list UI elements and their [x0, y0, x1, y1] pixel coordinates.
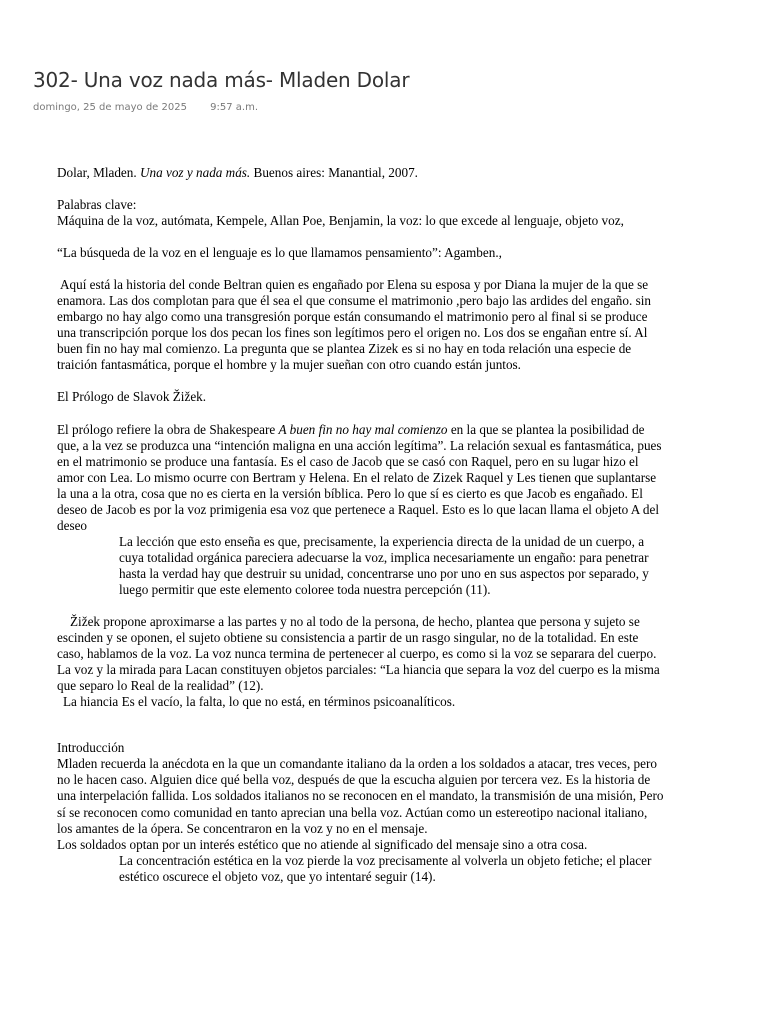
- note-date: domingo, 25 de mayo de 2025: [33, 102, 187, 113]
- lacan-paragraph: La voz y la mirada para Lacan constituyen objetos parciales: “La hiancia que separa la voz del cuerpo es la misma que separo lo Real de la realidad” (12).: [57, 662, 660, 694]
- prologue-text-1: El prólogo refiere la obra de Shakespeare: [57, 421, 279, 437]
- prologue-paragraph: [57, 422, 665, 534]
- keywords-label: Palabras clave:: [57, 197, 137, 213]
- note-metadata: [33, 102, 258, 113]
- beltran-paragraph: Aquí está la historia del conde Beltran quien es engañado por Elena su esposa y por Diana la mujer de la que se enamora. Las dos complotan para que él sea el que consume el matrimonio ,pero bajo las ardides del engaño. sin embargo no hay algo como una transgresión porque están consumando el matrimonio pero al final si se produce una transcripción porque los dos pecan los fines son legítimos pero el origen no. Los dos se engañan entre sí. Al buen fin no hay mal comienzo. La pregunta que se plantea Zizek es si no hay en toda relación una especie de traición fantasmática, porque el hombre y la mujer sueñan con otro cuando están juntos.: [57, 277, 651, 373]
- page-title: 302- Una voz nada más- Mladen Dolar: [33, 68, 410, 92]
- intro-paragraph: Mladen recuerda la anécdota en la que un comandante italiano da la orden a los soldados a atacar, tres veces, pero no le hacen caso. Alguien dice qué bella voz, después de que la escucha alguien por tercera vez. Es la historia de una interpelación fallida. Los soldados italianos no se reconocen en el mandato, la transmisión de una misión, Pero sí se reconocen como comunidad en tanto aprecian una bella voz. Actúan como un estereotipo nacional italiano, los amantes de la ópera. Se concentraron en la voz y no en el mensaje.: [57, 756, 664, 836]
- note-body: [57, 165, 665, 885]
- hiancia-paragraph: La hiancia Es el vacío, la falta, lo que no está, en términos psicoanalíticos.: [63, 694, 456, 710]
- soldiers-paragraph: Los soldados optan por un interés estético que no atiende al significado del mensaje sino a otra cosa.: [57, 836, 588, 852]
- intro-heading: Introducción: [57, 740, 125, 756]
- citation-book: Una voz y nada más.: [139, 165, 251, 180]
- citation: [57, 165, 665, 181]
- prologue-text-2: en la que se plantea la posibilidad de que, a la vez se produzca una “intención maligna en una acción legítima”. La relación sexual es fantasmática, pues en el matrimonio se produce una fantasía. Es el caso de Jacob que se casó con Raquel, pero en su lugar hizo el amor con Lea. Lo mismo ocurre con Bertram y Helena. En el relato de Zizek Raquel y Les tienen que suplantarse la una a la otra, cosa que no es cierta en la versión bíblica. Pero lo que sí es cierto es que Jacob es engañado. El deseo de Jacob es por la voz primigenia esa voz que pertenece a Raquel. Esto es lo que lacan llama el objeto A del deseo: [57, 421, 662, 533]
- note-time: 9:57 a.m.: [210, 102, 259, 113]
- prologue-heading: El Prólogo de Slavok Žižek.: [57, 389, 207, 405]
- keywords: Máquina de la voz, autómata, Kempele, Allan Poe, Benjamin, la voz: lo que excede al lenguaje, objeto voz,: [57, 213, 624, 229]
- block-quote: La lección que esto enseña es que, precisamente, la experiencia directa de la unidad de un cuerpo, a cuya totalidad orgánica pareciera adecuarse la voz, implica necesariamente un engaño: para penetrar hasta la verdad hay que destruir su unidad, concentrarse uno por uno en sus aspectos por separado, y luego permitir que este elemento coloree toda nuestra percepción (11).: [119, 533, 649, 597]
- zizek-paragraph: Žižek propone aproximarse a las partes y no al todo de la persona, de hecho, plantea que persona y sujeto se escinden y se oponen, el sujeto obtiene su consistencia a partir de un rasgo singular, no de la totalidad. En este caso, hablamos de la voz. La voz nunca termina de pertenecer al cuerpo, es como si la voz se separara del cuerpo.: [57, 614, 657, 662]
- agamben-quote: “La búsqueda de la voz en el lenguaje es lo que llamamos pensamiento”: Agamben.,: [57, 245, 502, 261]
- block-quote: La concentración estética en la voz pierde la voz precisamente al volverla un objeto fetiche; el placer estético oscurece el objeto voz, que yo intentaré seguir (14).: [119, 852, 652, 884]
- citation-author: Dolar, Mladen.: [57, 165, 140, 180]
- play-title: A buen fin no hay mal comienzo: [278, 421, 448, 437]
- citation-publisher: Buenos aires: Manantial, 2007.: [250, 165, 418, 180]
